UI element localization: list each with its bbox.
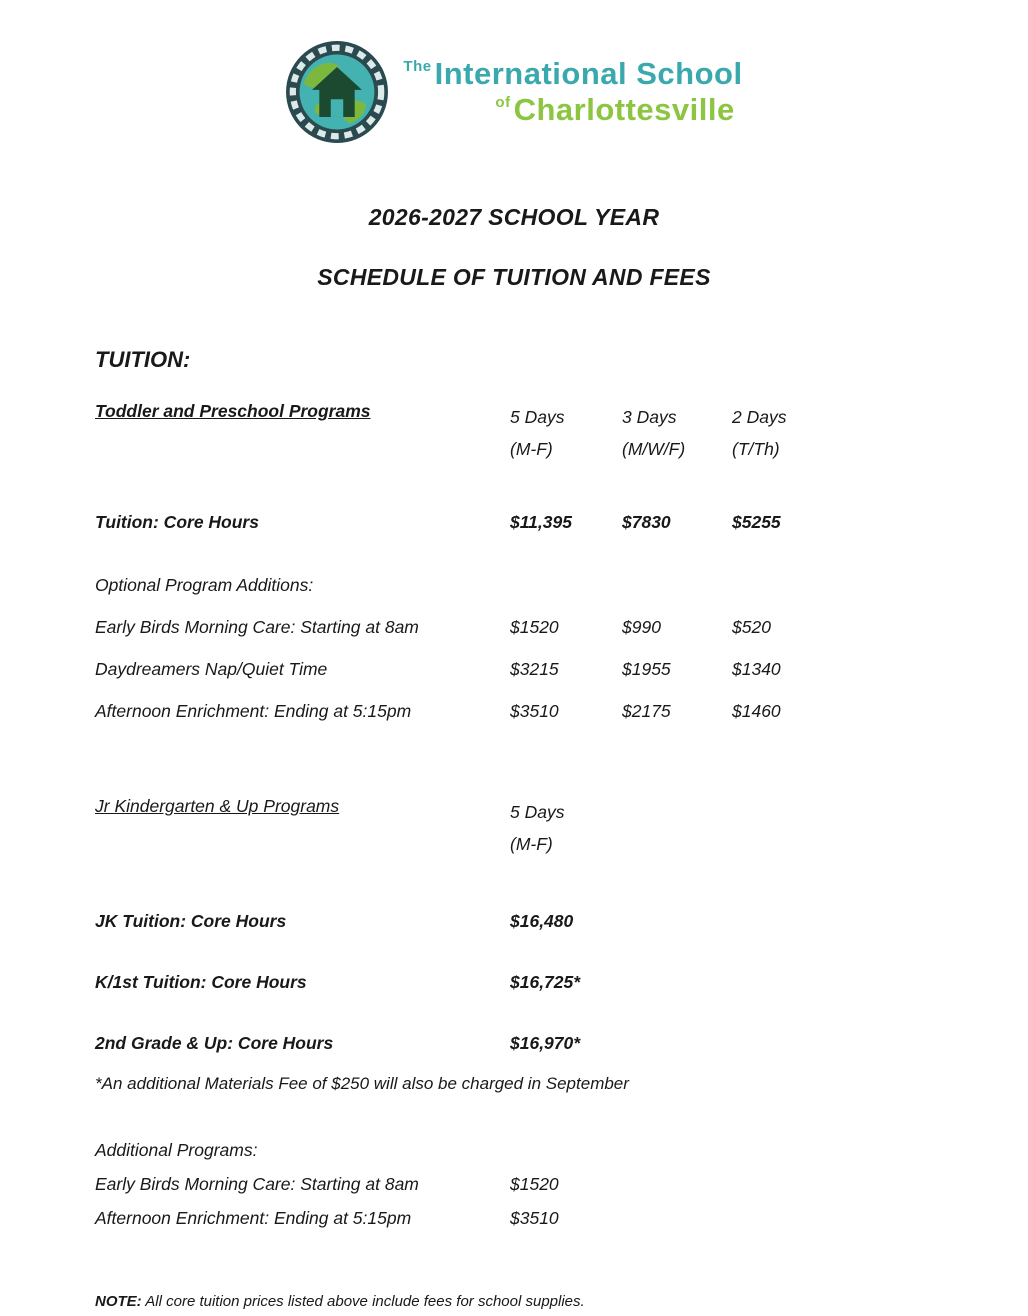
logo-name-line1: International School: [434, 56, 743, 92]
column-header-5-days: [510, 796, 622, 861]
logo-line1: [403, 56, 742, 92]
logo-name-line2: Charlottesville: [513, 92, 735, 127]
additional-programs-heading-row: [95, 1140, 938, 1161]
additional-row-early-birds: [95, 1174, 938, 1195]
column-days-label: 5 Days: [510, 407, 565, 427]
document-subtitle: SCHEDULE OF TUITION AND FEES: [317, 264, 711, 290]
column-header-5-days: [510, 401, 622, 466]
globe-house-icon: [285, 40, 389, 144]
column-days-label: 2 Days: [732, 407, 787, 427]
logo-text: [403, 56, 742, 127]
price-3-days: $1955: [622, 658, 671, 679]
option-row-afternoon-enrichment: [95, 701, 938, 722]
price-3-days: $990: [622, 616, 661, 637]
row-label: Early Birds Morning Care: Starting at 8am: [95, 616, 419, 637]
column-schedule-label: (T/Th): [732, 439, 780, 460]
logo-the: The: [403, 58, 432, 76]
column-schedule-label: (M-F): [510, 834, 553, 855]
optional-additions-heading-row: [95, 575, 938, 596]
price-5-days: $1520: [510, 1173, 559, 1194]
price-2-days: $5255: [732, 511, 781, 532]
option-row-early-birds: [95, 617, 938, 638]
row-label: Afternoon Enrichment: Ending at 5:15pm: [95, 700, 412, 721]
additional-programs-heading: Additional Programs:: [95, 1139, 258, 1160]
price-5-days: $16,725*: [510, 971, 581, 992]
supplies-note: [95, 1293, 938, 1310]
document-title: 2026-2027 SCHOOL YEAR: [368, 204, 660, 230]
materials-fee-footnote: *An additional Materials Fee of $250 will also be charged in September: [95, 1073, 629, 1093]
k-1st-tuition-row: [95, 972, 938, 993]
column-header-3-days: [622, 401, 732, 466]
column-schedule-label: (M-F): [510, 439, 553, 460]
toddler-core-tuition-row: [95, 512, 938, 533]
price-5-days: $3510: [510, 1207, 559, 1228]
row-label: 2nd Grade & Up: Core Hours: [95, 1032, 334, 1053]
logo-line2: [495, 92, 742, 128]
jk-table-header: [95, 796, 938, 861]
column-header-2-days: [732, 401, 845, 466]
row-label: Afternoon Enrichment: Ending at 5:15pm: [95, 1207, 412, 1228]
row-label: JK Tuition: Core Hours: [95, 910, 287, 931]
document-body: [0, 347, 1028, 1310]
price-2-days: $1460: [732, 700, 781, 721]
price-5-days: $16,970*: [510, 1032, 581, 1053]
price-5-days: $3215: [510, 658, 559, 679]
additional-row-afternoon-enrichment: [95, 1208, 938, 1229]
2nd-grade-up-tuition-row: [95, 1033, 938, 1054]
column-schedule-label: (M/W/F): [622, 439, 686, 460]
option-row-daydreamers: [95, 659, 938, 680]
column-days-label: 5 Days: [510, 801, 565, 822]
price-5-days: $1520: [510, 616, 559, 637]
toddler-table-header: [95, 401, 938, 466]
price-5-days: $3510: [510, 700, 559, 721]
row-label: Early Birds Morning Care: Starting at 8am: [95, 1173, 419, 1194]
price-5-days: $16,480: [510, 910, 574, 931]
logo-of: of: [495, 94, 511, 111]
tuition-section-heading: TUITION:: [95, 347, 191, 372]
price-2-days: $1340: [732, 658, 781, 679]
price-3-days: $7830: [622, 511, 671, 532]
price-3-days: $2175: [622, 700, 671, 721]
column-days-label: 3 Days: [622, 407, 677, 427]
price-2-days: $520: [732, 616, 771, 637]
school-logo: [0, 0, 1028, 144]
row-label: Tuition: Core Hours: [95, 511, 259, 532]
note-label: NOTE:: [95, 1292, 142, 1310]
optional-additions-heading: Optional Program Additions:: [95, 574, 314, 595]
jk-tuition-row: [95, 911, 938, 932]
row-label: Daydreamers Nap/Quiet Time: [95, 658, 328, 679]
note-text: All core tuition prices listed above include fees for school supplies.: [141, 1292, 585, 1310]
row-label: K/1st Tuition: Core Hours: [95, 971, 307, 992]
jk-programs-heading: Jr Kindergarten & Up Programs: [95, 795, 340, 816]
price-5-days: $11,395: [510, 511, 572, 532]
toddler-programs-heading: Toddler and Preschool Programs: [95, 401, 371, 421]
